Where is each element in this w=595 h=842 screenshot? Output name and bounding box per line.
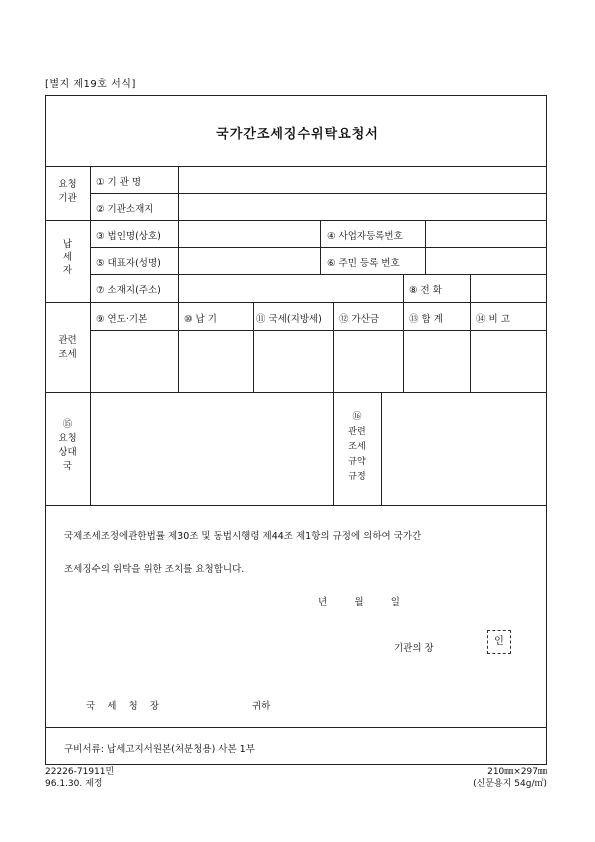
addressee: 국 세 청 장 [86, 701, 159, 712]
tax-year-header: ⑨ 연도·기본 [96, 314, 148, 325]
biz-reg-no-label: ④ 사업자등록번호 [327, 231, 403, 242]
requester-section-label: 요청 기관 [58, 179, 77, 204]
surcharge-cell[interactable] [334, 331, 402, 391]
tax-treaty-field[interactable] [382, 393, 546, 504]
form-title: 국가간조세징수위탁요청서 [216, 127, 379, 142]
col-divider [320, 220, 321, 274]
col-divider [403, 274, 404, 302]
date-line: 년 월 일 [318, 597, 400, 608]
biz-reg-no-field[interactable] [426, 221, 546, 246]
tax-treaty-label: ⑯ 관련 조세 규약 규정 [348, 412, 366, 482]
enactment-date: 96.1.30. 제정 [45, 779, 103, 789]
tax-section-label: 관련 조세 [58, 335, 77, 360]
seal-stamp: 인 [487, 630, 511, 654]
agency-name-field[interactable] [179, 167, 546, 192]
country-section-label: ⑮ 요청 상대 국 [58, 419, 77, 472]
form-number: [별지 제19호 서식] [45, 79, 136, 90]
corp-name-label: ③ 법인명(상호) [96, 231, 161, 242]
tax-year-cell[interactable] [91, 331, 177, 391]
remarks-cell[interactable] [471, 331, 546, 391]
footer-left [45, 766, 114, 790]
phone-label: ⑧ 전 화 [409, 285, 442, 296]
attachment-note: 구비서류: 납세고지서원본(처분청용) 사본 1부 [64, 744, 255, 755]
national-tax-cell[interactable] [254, 331, 332, 391]
resident-reg-no-field[interactable] [426, 248, 546, 273]
taxpayer-section-label: 납 세 자 [62, 239, 73, 276]
phone-field[interactable] [471, 275, 546, 301]
remarks-header: ⑭ 비 고 [476, 314, 510, 325]
row-divider [45, 302, 547, 303]
row-divider [45, 505, 547, 506]
due-date-header: ⑩ 납 기 [184, 314, 217, 325]
corp-name-field[interactable] [179, 221, 319, 246]
address-field[interactable] [179, 275, 402, 301]
agency-address-label: ② 기관소재지 [96, 204, 154, 215]
total-cell[interactable] [404, 331, 469, 391]
national-tax-header: ⑪ 국세(지방세) [256, 314, 322, 325]
representative-label: ⑤ 대표자(성명) [96, 258, 161, 269]
footer-right [473, 766, 547, 790]
due-date-cell[interactable] [179, 331, 252, 391]
paper-spec: (신문용지 54g/㎡) [473, 779, 547, 789]
total-header: ⑬ 합 계 [409, 314, 443, 325]
agency-address-field[interactable] [179, 194, 546, 219]
row-divider [45, 727, 547, 728]
statement-line-2: 조세징수의 위탁을 위한 조치를 요청합니다. [64, 564, 245, 575]
paper-size: 210㎜×297㎜ [487, 767, 547, 777]
addressee-suffix: 귀하 [252, 701, 271, 712]
resident-reg-no-label: ⑥ 주민 등록 번호 [327, 258, 400, 269]
agency-name-label: ① 기 관 명 [96, 177, 142, 188]
form-code: 22226-71911민 [45, 767, 115, 777]
surcharge-header: ⑫ 가산금 [339, 314, 380, 325]
requested-country-field[interactable] [91, 393, 332, 504]
signatory-label: 기관의 장 [394, 643, 434, 654]
statement-line-1: 국제조세조정에관한법률 제30조 및 동법시행령 제44조 제1항의 규정에 의하여 국가간 [64, 531, 422, 542]
representative-field[interactable] [179, 248, 319, 273]
address-label: ⑦ 소재지(주소) [96, 285, 161, 296]
